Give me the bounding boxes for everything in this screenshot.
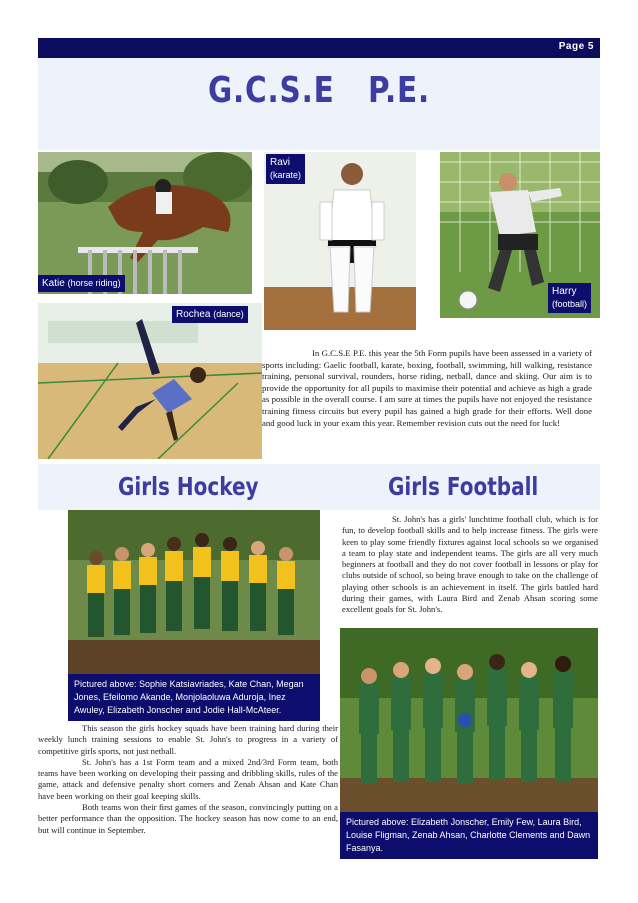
harry-activity: (football)	[552, 299, 588, 309]
hockey-paragraph-2: St. John's has a 1st Form team and a mixed 2nd/3rd Form team, both teams have been working on developing their passing and dribbling skills, rules of the game, attack and defensive penalty short corners and Zenab Ahsan and Kate Chan have been working on their goal keeping skills.	[38, 756, 338, 801]
caption-katie	[38, 275, 125, 292]
gcse-pe-article	[262, 348, 592, 429]
girls-football-heading: Girls Football	[388, 472, 539, 501]
ravi-name: Ravi	[270, 157, 291, 168]
photo-dance	[38, 303, 262, 459]
page-header-bar	[38, 38, 600, 58]
katie-name: Katie	[42, 278, 65, 289]
girls-football-paragraph: St. John's has a girls' lunchtime football club, which is for fun, to develop football skills and to help increase fitness. The girls were keen to play some friendly fixtures against local schools so we organised a team to play state and independent teams. The girls are all very much beginners at football and they do not cover football in lessons or play for clubs outside of school, so being brave enough to take on the challenge of playing other schools is an achievement in itself. The girls battled hard during their games, with Laura Bird and Zenab Ahsan scoring some excellent goals for St. John's.	[342, 514, 598, 615]
caption-harry	[548, 283, 591, 313]
harry-name: Harry	[552, 286, 577, 297]
photo-hockey-team	[68, 510, 320, 674]
girls-hockey-heading: Girls Hockey	[118, 472, 259, 501]
caption-ravi	[266, 154, 305, 184]
rochea-name: Rochea	[176, 309, 211, 320]
caption-rochea	[172, 306, 248, 323]
page-number: Page 5	[558, 41, 594, 52]
hockey-paragraph-1: This season the girls hockey squads have been training hard during their weekly lunch training sessions to enable St. John's to progress in a variety of competitive girls sports, not just netball.	[38, 723, 338, 756]
hockey-photo-caption: Pictured above: Sophie Katsiavriades, Kate Chan, Megan Jones, Efeilomo Akande, Monjolaoluwa Aduroja, Inez Awuley, Elizabeth Jonscher and Jodie Hall-McAteer.	[68, 674, 320, 721]
rochea-activity: (dance)	[213, 309, 244, 319]
katie-activity: (horse riding)	[67, 278, 121, 288]
girls-hockey-article	[38, 723, 338, 836]
title-band	[38, 58, 600, 150]
gcse-pe-paragraph: In G.C.S.E P.E. this year the 5th Form pupils have been assessed in a variety of sports including: Gaelic football, karate, boxing, football, swimming, hill walking, resistance training, personal survival, rounders, horse riding, netball, dance and skiing. Our aim is to provide the opportunity for all pupils to maximise their potential and achieve as high a grade as possible in the overall course. I am sure at times the pupils have not enjoyed the resistance training fitness circuits but every pupil has gained a high grade for their efforts. Well done and good luck in your exam this year. Remember revision cuts out the need for luck!	[262, 348, 592, 428]
photo-horse-riding	[38, 152, 252, 294]
page-title: G.C.S.E P.E.	[207, 70, 431, 111]
girls-football-article	[342, 514, 598, 616]
football-photo-caption: Pictured above: Elizabeth Jonscher, Emily Few, Laura Bird, Louise Fligman, Zenab Ahsan, Charlotte Clements and Dawn Fasanya.	[340, 812, 598, 859]
photo-football-team	[340, 628, 598, 812]
hockey-paragraph-3: Both teams won their first games of the season, convincingly putting on a better performance than the opposition. The hockey season has now come to an end, but will continue in September.	[38, 802, 338, 835]
ravi-activity: (karate)	[270, 170, 302, 180]
